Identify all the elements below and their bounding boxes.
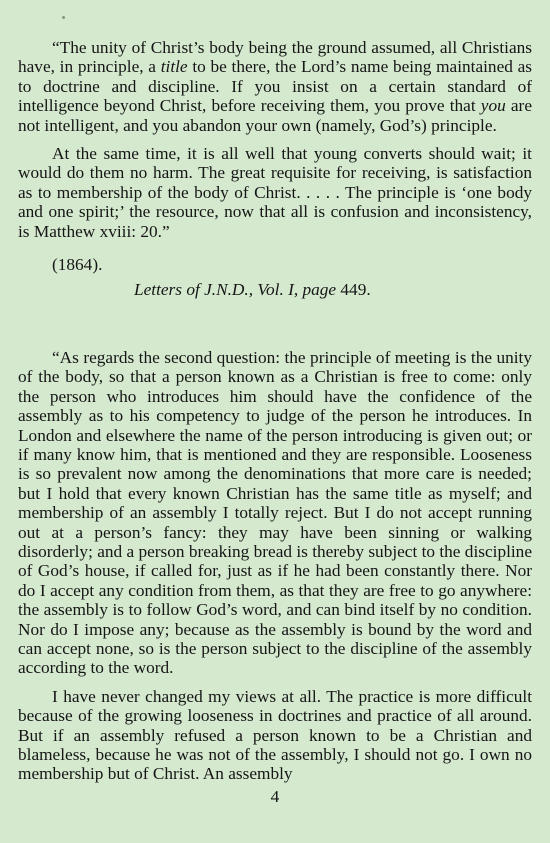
citation-title: Letters of J.N.D., Vol. I, page (134, 280, 337, 300)
quote-1-paragraph-1 (18, 38, 532, 135)
quote-2-paragraph-1: “As regards the second question: the principle of meeting is the unity of the body, so that a person known as a Christian is free to come: only the person who introduces him should have the confidence of the assembly as to his competency to judge of the person he introduces. In London and elsewhere the name of the person introducing is given out; or if many know him, that is mentioned and they are responsible. Looseness is so prevalent now among the denominations that more care is needed; but I hold that every known Christian has the same title as myself; and membership of an assembly I totally reject. But I do not accept running out at a person’s fancy: they may have been sinning or walking disorderly; and a person breaking bread is thereby subject to the discipline of God’s house, if called for, just as if he had been constantly there. Nor do I accept any condition from them, as that they are free to go anywhere: the assembly is to follow God’s word, and can bind itself by no condition. Nor do I impose any; because as the assembly is bound by the word and can accept none, so is the person subject to the discipline of the assembly according to the word. (18, 347, 532, 678)
citation-page: 449. (340, 280, 371, 300)
text-run: to be there, the Lord’s name being maintained as to doctrine and discipline. If you insist on a certain standard of intelligence beyond Christ, before receiving them, you prove that (18, 57, 533, 116)
quote-1-paragraph-2: At the same time, it is all well that young converts should wait; it would do them no harm. The great requisite for receiving, is satisfaction as to membership of the body of Christ. . . . . The principle is ‘one body and one spirit;’ the resource, now that all is confusion and inconsistency, is Matthew xviii: 20.” (18, 144, 532, 241)
emphasis-run: you (480, 96, 506, 116)
section-spacer (18, 300, 532, 348)
page-number: 4 (270, 787, 280, 806)
quote-1-date: (1864). (52, 255, 103, 275)
text-run: “The unity of Christ’s body being the ground assumed, all Christians have, in principle, a (18, 38, 532, 77)
quote-1-citation (134, 280, 532, 299)
text-run: are not intelligent, and you abandon your own (namely, God’s) principle. (18, 96, 532, 135)
paper-speck (62, 16, 65, 19)
spacer (18, 135, 532, 144)
emphasis-run: title (160, 57, 188, 77)
quote-2-paragraph-2: I have never changed my views at all. The practice is more difficult because of the growing looseness in doctrines and practice of all around. But if an assembly refused a person known to be a Christian and blameless, because he was not of the assembly, I should not go. I own no membership but of Christ. An assembly (18, 686, 532, 784)
spacer (18, 678, 532, 687)
